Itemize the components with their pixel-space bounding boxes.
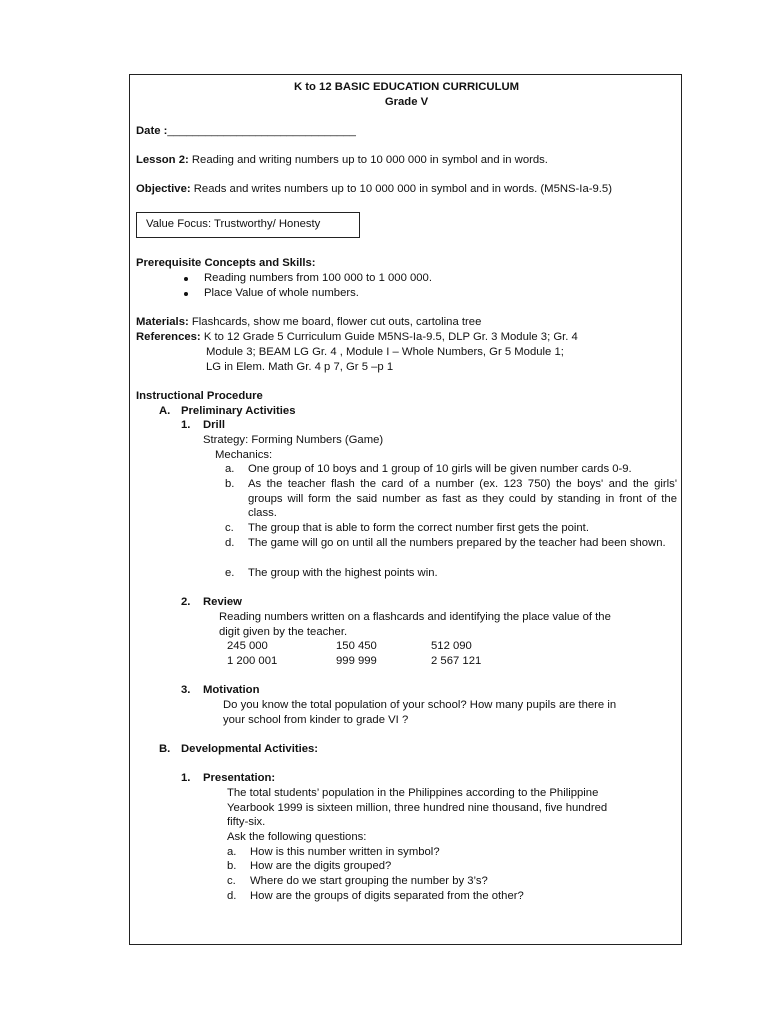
mechanics-item: One group of 10 boys and 1 group of 10 girls will be given number cards 0-9. — [248, 463, 632, 475]
references-line: LG in Elem. Math Gr. 4 p 7, Gr 5 –p 1 — [206, 361, 394, 373]
review-number: 512 090 — [431, 640, 472, 652]
objective-line: Objective: Reads and writes numbers up to 10 000 000 in symbol and in words. (M5NS-Ia-9.5) — [136, 183, 612, 195]
ask-label: Ask the following questions: — [227, 831, 367, 843]
list-letter: e. — [225, 567, 235, 579]
mechanics-item: The game will go on until all the numbers prepared by the teacher had been shown. — [248, 537, 666, 549]
section-title: Developmental Activities: — [181, 743, 319, 755]
grade-label: Grade V — [384, 96, 429, 108]
value-focus-box — [136, 212, 360, 238]
review-title: Review — [203, 596, 242, 608]
motivation-title: Motivation — [203, 684, 260, 696]
question-item: How are the digits grouped? — [250, 860, 392, 872]
list-letter: c. — [225, 522, 234, 534]
list-letter: c. — [227, 875, 236, 887]
bullet-icon — [184, 277, 188, 281]
review-text: Reading numbers written on a flashcards and identifying the place value of the — [219, 611, 611, 623]
section-letter: A. — [159, 405, 171, 417]
question-item: How is this number written in symbol? — [250, 846, 440, 858]
materials-line: Materials: Flashcards, show me board, flower cut outs, cartolina tree — [136, 316, 482, 328]
drill-strategy: Strategy: Forming Numbers (Game) — [203, 434, 384, 446]
mechanics-item: The group with the highest points win. — [248, 567, 438, 579]
list-letter: b. — [225, 478, 235, 490]
item-number: 1. — [181, 419, 191, 431]
presentation-text: fifty-six. — [227, 816, 266, 828]
document-title: K to 12 BASIC EDUCATION CURRICULUM — [293, 81, 520, 93]
motivation-text: your school from kinder to grade VI ? — [223, 714, 409, 726]
references-line: References: K to 12 Grade 5 Curriculum Guide M5NS-Ia-9.5, DLP Gr. 3 Module 3; Gr. 4 — [136, 331, 578, 343]
list-letter: a. — [225, 463, 235, 475]
review-number: 150 450 — [336, 640, 377, 652]
list-letter: d. — [227, 890, 237, 902]
question-item: Where do we start grouping the number by 3’s? — [250, 875, 488, 887]
review-text: digit given by the teacher. — [219, 626, 348, 638]
value-focus-text: Value Focus: Trustworthy/ Honesty — [146, 218, 321, 230]
review-number: 2 567 121 — [431, 655, 482, 667]
mechanics-item: The group that is able to form the correct number first gets the point. — [248, 522, 589, 534]
list-letter: a. — [227, 846, 237, 858]
prerequisite-item: Reading numbers from 100 000 to 1 000 000. — [204, 272, 432, 284]
drill-title: Drill — [203, 419, 225, 431]
item-number: 1. — [181, 772, 191, 784]
date-line: Date :______________________________ — [136, 125, 356, 137]
section-title: Preliminary Activities — [181, 405, 296, 417]
references-line: Module 3; BEAM LG Gr. 4 , Module I – Whole Numbers, Gr 5 Module 1; — [206, 346, 564, 358]
mechanics-item: As the teacher flash the card of a number (ex. 123 750) the boys' and the girls' groups will form the said number as fast as they could by standing in front of the class. — [248, 478, 677, 520]
prerequisite-heading: Prerequisite Concepts and Skills: — [136, 257, 316, 269]
review-number: 245 000 — [227, 640, 268, 652]
prerequisite-item: Place Value of whole numbers. — [204, 287, 359, 299]
review-number: 999 999 — [336, 655, 377, 667]
section-letter: B. — [159, 743, 171, 755]
date-blank: ______________________________ — [167, 125, 356, 137]
item-number: 3. — [181, 684, 191, 696]
presentation-text: The total students’ population in the Philippines according to the Philippine — [227, 787, 599, 799]
motivation-text: Do you know the total population of your school? How many pupils are there in — [223, 699, 617, 711]
mechanics-label: Mechanics: — [215, 449, 273, 461]
list-letter: d. — [225, 537, 235, 549]
bullet-icon — [184, 292, 188, 296]
lesson-line: Lesson 2: Reading and writing numbers up to 10 000 000 in symbol and in words. — [136, 154, 548, 166]
presentation-text: Yearbook 1999 is sixteen million, three hundred nine thousand, five hundred — [227, 802, 608, 814]
procedure-heading: Instructional Procedure — [136, 390, 263, 402]
item-number: 2. — [181, 596, 191, 608]
lesson-plan-page — [129, 74, 682, 945]
list-letter: b. — [227, 860, 237, 872]
presentation-title: Presentation: — [203, 772, 276, 784]
review-number: 1 200 001 — [227, 655, 278, 667]
question-item: How are the groups of digits separated from the other? — [250, 890, 524, 902]
